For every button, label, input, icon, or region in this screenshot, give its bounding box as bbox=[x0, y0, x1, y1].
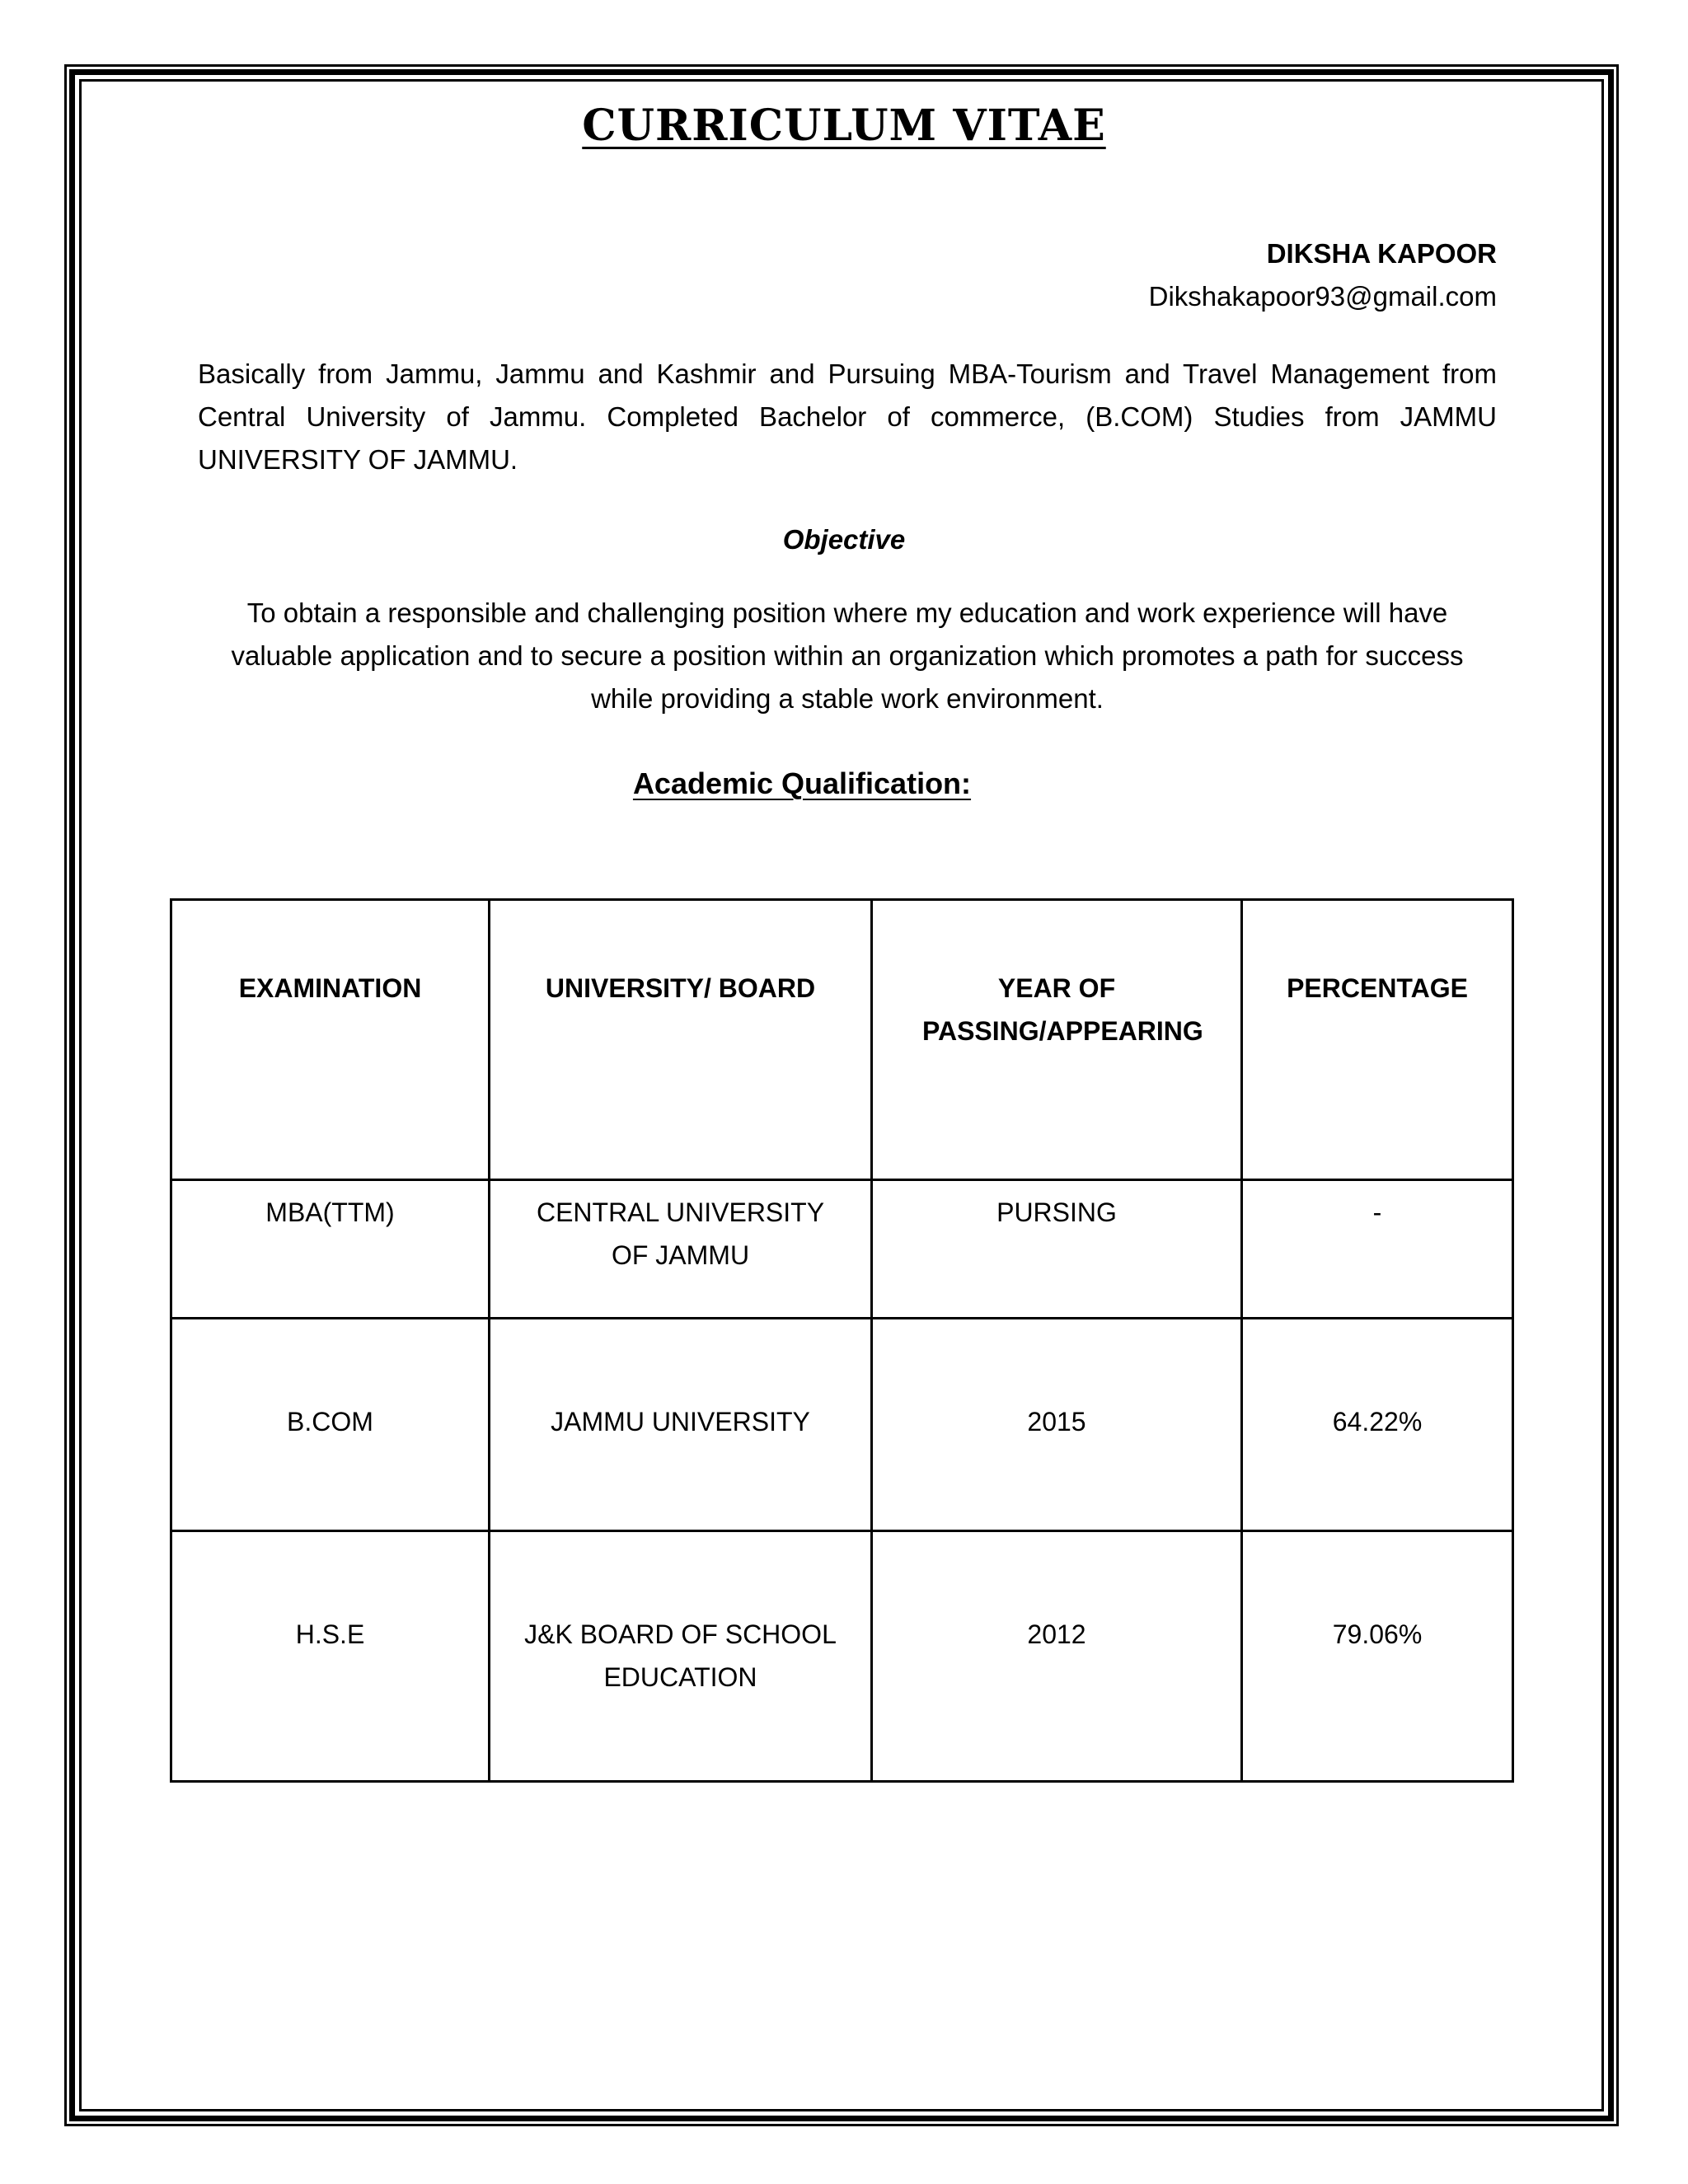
intro-paragraph: Basically from Jammu, Jammu and Kashmir and Pursuing MBA-Tourism and Travel Management from Central University of Jammu. Completed Bachelor of commerce, (B.COM) Studies from JAMMU UNIVERSITY OF JAMMU. bbox=[198, 359, 1497, 475]
applicant-email: Dikshakapoor93@gmail.com bbox=[1148, 281, 1497, 312]
contact-block bbox=[1149, 232, 1497, 318]
header-percentage: PERCENTAGE bbox=[1242, 900, 1513, 1180]
cell-examination: MBA(TTM) bbox=[171, 1180, 490, 1319]
objective-text: To obtain a responsible and challenging position where my education and work experience will have valuable application and to secure a position within an organization which promotes a path for success while providing a stable work environment. bbox=[231, 598, 1464, 714]
cell-percentage: 64.22% bbox=[1242, 1319, 1513, 1531]
objective-heading: Objective bbox=[782, 524, 906, 555]
cell-year: 2012 bbox=[872, 1531, 1242, 1782]
table-row bbox=[171, 1180, 1513, 1319]
document-title: CURRICULUM VITAE bbox=[582, 101, 1106, 151]
header-year: YEAR OF PASSING/APPEARING bbox=[872, 900, 1242, 1180]
header-university-board: UNIVERSITY/ BOARD bbox=[490, 900, 872, 1180]
table-header-row bbox=[171, 900, 1513, 1180]
cell-examination: B.COM bbox=[171, 1319, 490, 1531]
academic-heading: Academic Qualification: bbox=[632, 766, 972, 800]
cell-year: PURSING bbox=[872, 1180, 1242, 1319]
cell-year: 2015 bbox=[872, 1319, 1242, 1531]
header-examination: EXAMINATION bbox=[171, 900, 490, 1180]
qualifications-table bbox=[170, 898, 1514, 1783]
table-row bbox=[171, 1319, 1513, 1531]
table-row bbox=[171, 1531, 1513, 1782]
applicant-name: DIKSHA KAPOOR bbox=[1266, 238, 1497, 269]
cell-percentage: - bbox=[1242, 1180, 1513, 1319]
cell-university: JAMMU UNIVERSITY bbox=[490, 1319, 872, 1531]
cell-university: CENTRAL UNIVERSITY OF JAMMU bbox=[490, 1180, 872, 1319]
cell-university: J&K BOARD OF SCHOOL EDUCATION bbox=[490, 1531, 872, 1782]
cell-examination: H.S.E bbox=[171, 1531, 490, 1782]
cell-percentage: 79.06% bbox=[1242, 1531, 1513, 1782]
